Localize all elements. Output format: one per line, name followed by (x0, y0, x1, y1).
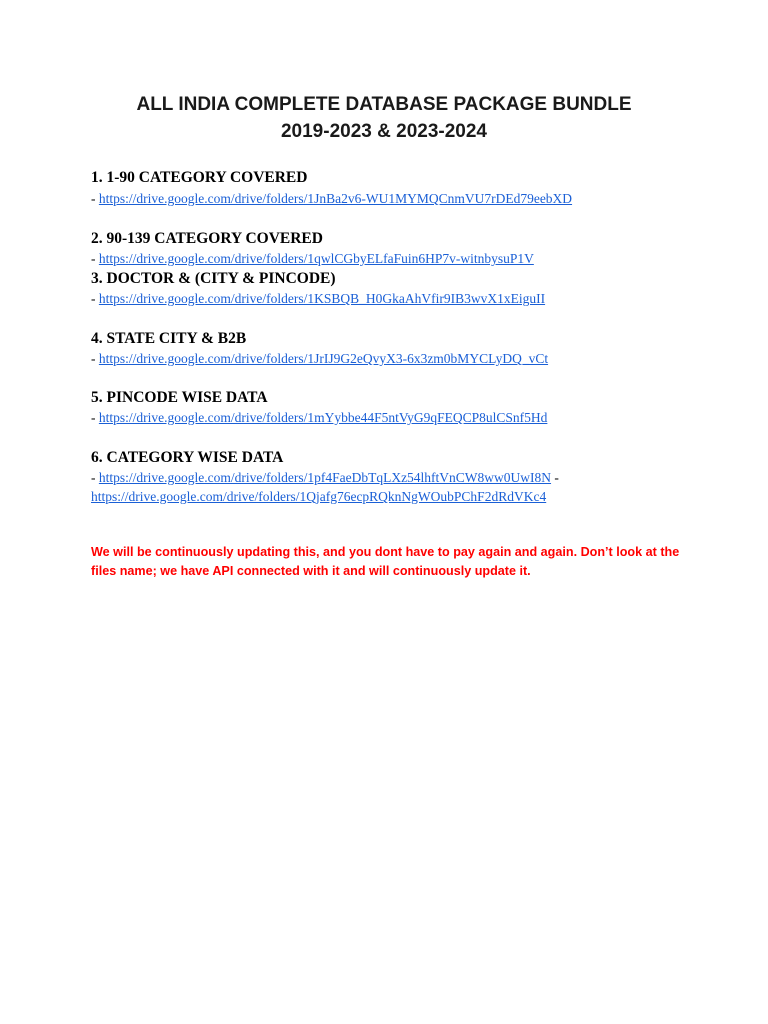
link-prefix: - (91, 291, 99, 306)
section-2-link-line (91, 250, 534, 268)
section-6-heading: 6. CATEGORY WISE DATA (91, 449, 284, 466)
section-5-drive-link[interactable]: https://drive.google.com/drive/folders/1mYybbe44F5ntVyG9qFEQCP8ulCSnf5Hd (98, 410, 548, 425)
section-6-link-line-2 (91, 488, 546, 506)
section-5-heading: 5. PINCODE WISE DATA (91, 389, 268, 406)
update-notice: We will be continuously updating this, and you dont have to pay again and again. Don’t look at the files name; we have API connected with it and will continuously update it. (91, 545, 680, 578)
section-6-drive-link-1[interactable]: https://drive.google.com/drive/folders/1pf4FaeDbTqLXz54lhftVnCW8ww0UwI8N (98, 470, 552, 485)
section-1-heading: 1. 1-90 CATEGORY COVERED (91, 169, 308, 186)
section-6-link-line-1 (91, 469, 559, 487)
document-title-line-1: ALL INDIA COMPLETE DATABASE PACKAGE BUNDLE (136, 94, 632, 115)
section-1-link-line (91, 190, 572, 208)
section-6-drive-link-2[interactable]: https://drive.google.com/drive/folders/1Qjafg76ecpRQknNgWOubPChF2dRdVKc4 (91, 489, 547, 504)
section-1-drive-link[interactable]: https://drive.google.com/drive/folders/1JnBa2v6-WU1MYMQCnmVU7rDEd79eebXD (98, 191, 573, 206)
link-prefix: - (91, 351, 99, 366)
link-prefix: - (91, 251, 99, 266)
section-3-link-line (91, 290, 545, 308)
section-2-heading: 2. 90-139 CATEGORY COVERED (91, 230, 323, 247)
link-prefix: - (91, 470, 99, 485)
section-3-drive-link[interactable]: https://drive.google.com/drive/folders/1KSBQB_H0GkaAhVfir9IB3wvX1xEiguII (98, 291, 546, 306)
section-3-heading: 3. DOCTOR & (CITY & PINCODE) (91, 270, 336, 287)
document-title-line-2: 2019-2023 & 2023-2024 (280, 121, 487, 142)
section-2-drive-link[interactable]: https://drive.google.com/drive/folders/1qwlCGbyELfaFuin6HP7v-witnbysuP1V (98, 251, 534, 266)
section-4-link-line (91, 350, 548, 368)
link-separator: - (551, 470, 559, 485)
section-4-heading: 4. STATE CITY & B2B (91, 330, 247, 347)
section-5-link-line (91, 409, 547, 427)
section-4-drive-link[interactable]: https://drive.google.com/drive/folders/1JrIJ9G2eQvyX3-6x3zm0bMYCLyDQ_vCt (98, 351, 549, 366)
link-prefix: - (91, 410, 99, 425)
link-prefix: - (91, 191, 99, 206)
